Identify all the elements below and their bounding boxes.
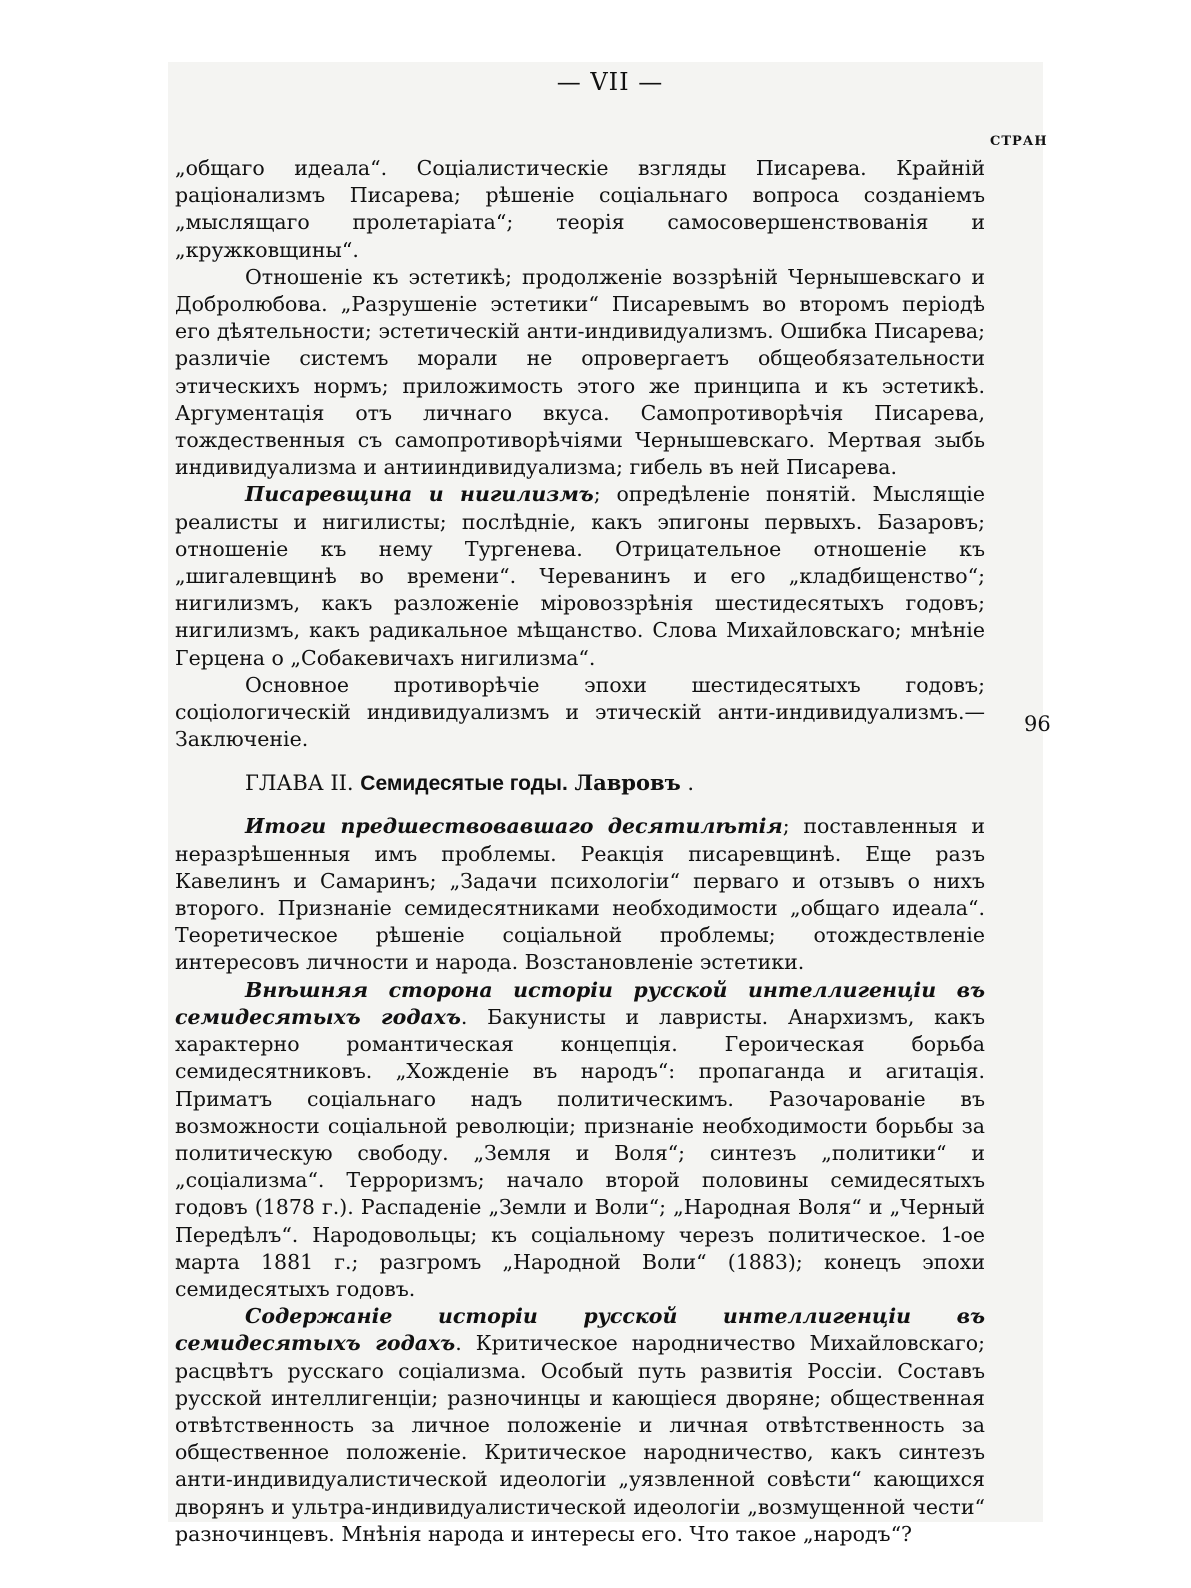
contents-text	[175, 155, 985, 1548]
paragraph-text: „общаго идеала“. Соціалистическіе взгляды Писарева. Крайній раціонализмъ Писарева; рѣшеніе соціальнаго вопроса созданіемъ „мыслящаго пролетаріата“; теорія самосовершенствованія и „кружковщины“.	[175, 156, 985, 262]
paragraph-5	[175, 813, 985, 976]
paragraph-6	[175, 977, 985, 1303]
paragraph-text: . Бакунисты и лавристы. Анархизмъ, какъ характерно романтическая концепція. Героическая борьба семидесятниковъ. „Хожденіе въ народъ“: пропаганда и агитація. Приматъ соціальнаго надъ политическимъ. Разочарованіе въ возможности соціальной революціи; признаніе необходимости борьбы за политическую свободу. „Земля и Воля“; синтезъ „политики“ и „соціализма“. Терроризмъ; начало второй половины семидесятыхъ годовъ (1878 г.). Распаденіе „Земли и Воли“; „Народная Воля“ и „Черный Передѣлъ“. Народовольцы; къ соціальному черезъ политическое. 1-ое марта 1881 г.; разгромъ „Народной Воли“ (1883); конецъ эпохи семидесятыхъ годовъ.	[175, 1004, 985, 1301]
paragraph-lead: Итоги предшествовавшаго десятилѣтія	[245, 814, 783, 839]
paragraph-text: Отношеніе къ эстетикѣ; продолженіе воззрѣній Чернышевскаго и Добролюбова. „Разрушеніе эстетики“ Писаревымъ во второмъ періодѣ его дѣятельности; эстетическій анти-индивидуализмъ. Ошибка Писарева; различіе системъ морали не опровергаетъ общеобязательности этическихъ нормъ; приложимость этого же принципа и къ эстетикѣ. Аргументація отъ личнаго вкуса. Самопротиворѣчія Писарева, тождественныя съ самопротиворѣчіями Чернышевскаго. Мертвая зыбь индивидуализма и антииндивидуализма; гибель въ ней Писарева.	[175, 264, 985, 480]
chapter-title-dot: .	[687, 771, 695, 796]
chapter-page-number: 96	[1024, 712, 1051, 736]
paragraph-lead: Писаревщина и нигилизмъ	[245, 482, 594, 507]
paragraph-text: Основное противорѣчіе эпохи шестидесятыхъ годовъ; соціологическій индивидуализмъ и этическій анти-индивидуализмъ.—Заключеніе.	[175, 672, 985, 752]
page-header-roman: — VII —	[556, 68, 664, 96]
paragraph-lead: Внѣшняя сторона исторіи русской интеллигенціи въ семидесятыхъ годахъ	[175, 977, 985, 1029]
paragraph-lead: Содержаніе исторіи русской интеллигенціи въ семидесятыхъ годахъ	[175, 1304, 985, 1356]
paragraph-text: ; опредѣленіе понятій. Мыслящіе реалисты и нигилисты; послѣдніе, какъ эпигоны первыхъ. Базаровъ; отношеніе къ нему Тургенева. Отрицательное отношеніе къ „шигалевщинѣ во времени“. Череванинъ и его „кладбищенство“; нигилизмъ, какъ разложеніе міровоззрѣнія шестидесятыхъ годовъ; нигилизмъ, какъ радикальное мѣщанство. Слова Михайловскаго; мнѣніе Герцена о „Собакевичахъ нигилизма“.	[175, 482, 985, 670]
paragraph-1	[175, 155, 985, 264]
chapter-prefix: ГЛАВА II.	[245, 771, 354, 796]
chapter-heading	[175, 769, 985, 797]
paragraph-text: ; поставленныя и неразрѣшенныя имъ проблемы. Реакція писаревщинѣ. Еще разъ Кавелинъ и Самаринъ; „Задачи психологіи“ перваго и отзывъ о нихъ второго. Признаніе семидесятниками необходимости „общаго идеала“. Теоретическое рѣшеніе соціальной проблемы; отождествленіе интересовъ личности и народа. Возстановленіе эстетики.	[175, 814, 985, 975]
paragraph-2	[175, 264, 985, 482]
chapter-title: Семидесятые годы.	[360, 772, 568, 796]
paragraph-text: . Критическое народничество Михайловскаго; расцвѣтъ русскаго соціализма. Особый путь развитія Россіи. Составъ русской интеллигенціи; разночинцы и кающіеся дворяне; общественная отвѣтственность за личное положеніе и личная отвѣтственность за общественное положеніе. Критическое народничество, какъ синтезъ анти-индивидуалистической идеологіи „уязвленной совѣсти“ кающихся дворянъ и ультра-индивидуалистической идеологіи „возмущенной чести“ разночинцевъ. Мнѣнія народа и интересы его. Что такое „народъ“?	[175, 1331, 986, 1546]
page-column-label: СТРАН	[990, 134, 1048, 149]
chapter-author: Лавровъ	[574, 770, 681, 796]
paragraph-7	[175, 1303, 985, 1548]
paragraph-3	[175, 481, 985, 671]
paragraph-4	[175, 672, 985, 754]
